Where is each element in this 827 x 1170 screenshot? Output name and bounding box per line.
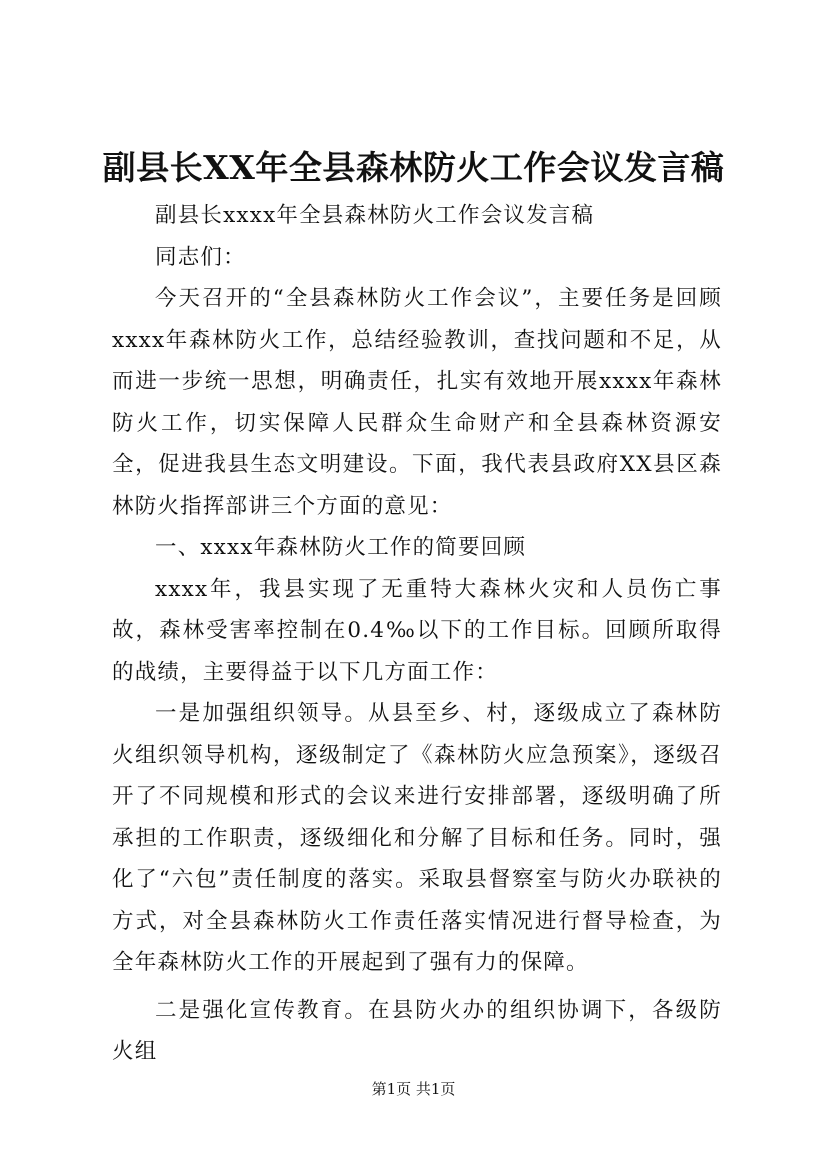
paragraph-review: xxxx年，我县实现了无重特大森林火灾和人员伤亡事故，森林受害率控制在0.4‰以下的工作目标。回顾所取得的战绩，主要得益于以下几方面工作： [112, 576, 722, 685]
page-footer: 第1页 共1页 [371, 1080, 456, 1098]
section-heading: 一、xxxx年森林防火工作的简要回顾 [155, 535, 527, 560]
paragraph-leadership: 一是加强组织领导。从县至乡、村，逐级成立了森林防火组织领导机构，逐级制定了《森林防火应急预案》，逐级召开了不同规模和形式的会议来进行安排部署，逐级明确了所承担的工作职责，逐级细化和分解了目标和任务。同时，强化了“六包”责任制度的落实。采取县督察室与防火办联袂的方式，对全县森林防火工作责任落实情况进行督导检查，为全年森林防火工作的开展起到了强有力的保障。 [112, 701, 722, 975]
paragraph-subtitle: 副县长xxxx年全县森林防火工作会议发言稿 [155, 203, 595, 228]
paragraph-intro: 今天召开的“全县森林防火工作会议”，主要任务是回顾xxxx年森林防火工作，总结经验教训，查找问题和不足，从而进一步统一思想，明确责任，扎实有效地开展xxxx年森林防火工作，切实保障人民群众生命财产和全县森林资源安全，促进我县生态文明建设。下面，我代表县政府XX县区森林防火指挥部讲三个方面的意见： [112, 286, 722, 519]
document-title: 副县长XX年全县森林防火工作会议发言稿 [102, 148, 725, 187]
paragraph-publicity: 二是强化宣传教育。在县防火办的组织协调下，各级防火组 [112, 997, 722, 1064]
paragraph-salutation: 同志们： [155, 244, 246, 270]
document-body [112, 195, 722, 1073]
